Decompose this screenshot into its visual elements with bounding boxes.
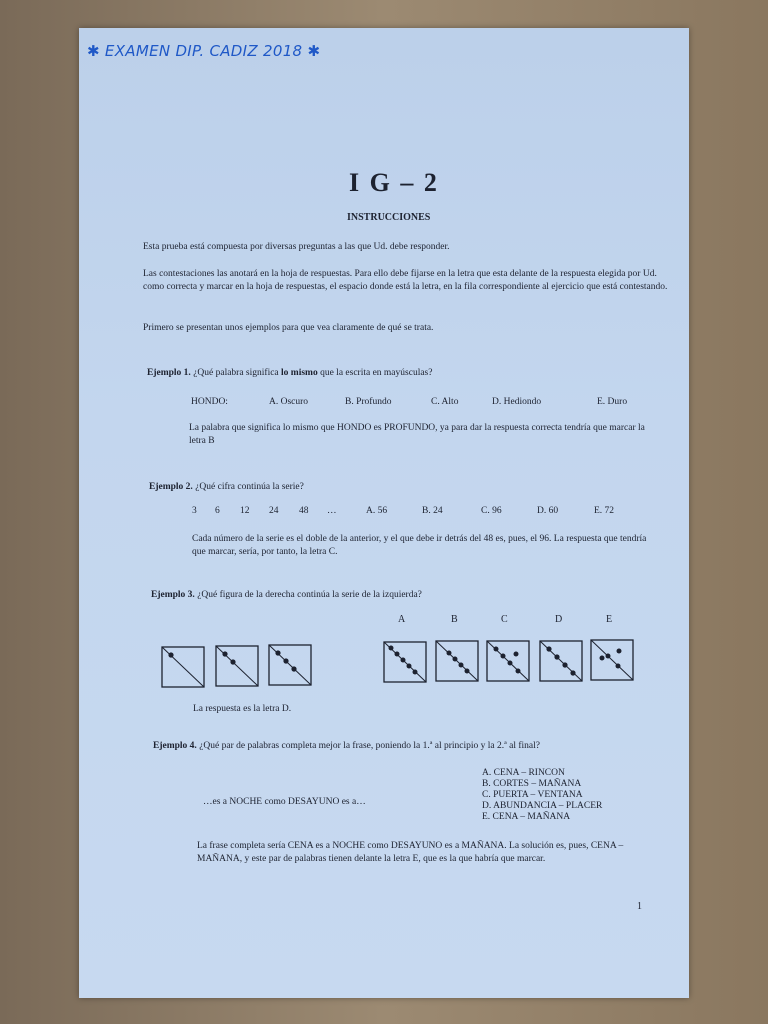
example-1-options: [79, 397, 679, 411]
series-number: 12: [240, 506, 250, 516]
example-2-option: C. 96: [481, 506, 502, 516]
example-4-option: A. CENA – RINCON: [482, 768, 565, 778]
example-3-label: Ejemplo 3.: [151, 590, 195, 600]
series-figure-1: [161, 646, 205, 688]
example-4-sentence: …es a NOCHE como DESAYUNO es a…: [203, 797, 366, 807]
example-1-question-part: que la escrita en mayúsculas?: [317, 368, 433, 378]
figure-letter: C: [501, 614, 508, 625]
figure-letter: D: [555, 614, 563, 625]
handwritten-note: ✱ EXAMEN DIP. CADIZ 2018 ✱: [87, 42, 321, 60]
page-title: I G – 2: [349, 168, 439, 197]
series-number: 48: [299, 506, 309, 516]
example-2-question-text: ¿Qué cifra continúa la serie?: [192, 482, 304, 492]
example-4-options: [482, 768, 602, 823]
example-1-word: HONDO:: [191, 397, 228, 407]
example-1-explanation: La palabra que significa lo mismo que HONDO es PROFUNDO, ya para dar la respuesta correcta tendría que marcar la letra B: [189, 423, 645, 446]
example-4-option: B. CORTES – MAÑANA: [482, 779, 582, 789]
example-4-question-text: ¿Qué par de palabras completa mejor la frase, poniendo la 1.ª al principio y la 2.ª al final?: [196, 741, 540, 751]
series-figure-2: [215, 645, 259, 687]
example-2-label: Ejemplo 2.: [149, 482, 193, 492]
figure-letter: A: [398, 614, 406, 625]
example-2-option: B. 24: [422, 506, 443, 516]
example-4-option: E. CENA – MAÑANA: [482, 812, 571, 822]
intro-paragraph-2: Las contestaciones las anotará en la hoja de respuestas. Para ello debe fijarse en la letra que esta delante de la respuesta elegida por Ud. como correcta y marcar en la hoja de respuestas, el espacio donde está la letra, en la fila correspondiente al ejercicio que está contestando.: [143, 269, 668, 292]
section-heading: INSTRUCCIONES: [347, 212, 431, 223]
example-2-explanation: Cada número de la serie es el doble de la anterior, y el que debe ir detrás del 48 es, pues, el 96. La respuesta que tendría que marcar, sería, por tanto, la letra C.: [192, 534, 647, 557]
example-4-option: C. PUERTA – VENTANA: [482, 790, 583, 800]
figure-letter: E: [606, 614, 613, 625]
example-1-option: E. Duro: [597, 397, 628, 407]
page-number: 1: [637, 901, 642, 912]
series-number: 3: [192, 506, 197, 516]
series-number: 6: [215, 506, 220, 516]
example-2-option: A. 56: [366, 506, 388, 516]
example-1-option: B. Profundo: [345, 397, 392, 407]
series-figure-3: [268, 644, 312, 686]
example-2-option: E. 72: [594, 506, 615, 516]
example-1-question-bold: lo mismo: [281, 368, 318, 378]
answer-figure-c: [486, 640, 530, 682]
intro-paragraph-1: Esta prueba está compuesta por diversas preguntas a las que Ud. debe responder.: [143, 242, 450, 252]
example-1-question: [147, 368, 432, 378]
example-1-question-part: ¿Qué palabra significa: [190, 368, 282, 378]
example-2-series-row: [79, 506, 679, 520]
answer-figure-d: [539, 640, 583, 682]
example-2-question: [149, 482, 304, 492]
example-1-option: C. Alto: [431, 397, 459, 407]
figure-letter: B: [451, 614, 458, 625]
example-3-question: [151, 590, 422, 600]
example-2-option: D. 60: [537, 506, 559, 516]
example-3-question-text: ¿Qué figura de la derecha continúa la serie de la izquierda?: [194, 590, 422, 600]
example-4-option: D. ABUNDANCIA – PLACER: [482, 801, 603, 811]
example-4-question: [153, 741, 540, 751]
example-3-answer: La respuesta es la letra D.: [193, 704, 292, 714]
example-4-explanation: La frase completa sería CENA es a NOCHE como DESAYUNO es a MAÑANA. La solución es, pues, CENA – MAÑANA, y este par de palabras tienen delante la letra E, que es la que habría que marcar.: [197, 841, 624, 864]
intro-paragraph-3: Primero se presentan unos ejemplos para que vea claramente de qué se trata.: [143, 323, 434, 333]
example-1-option: D. Hediondo: [492, 397, 542, 407]
example-1-label: Ejemplo 1.: [147, 368, 191, 378]
example-4-label: Ejemplo 4.: [153, 741, 197, 751]
answer-figure-a: [383, 641, 427, 683]
series-number: 24: [269, 506, 279, 516]
exam-sheet: [79, 28, 689, 998]
example-1-option: A. Oscuro: [269, 397, 309, 407]
answer-figure-e: [590, 639, 634, 681]
series-ellipsis: …: [327, 506, 337, 516]
answer-figure-b: [435, 640, 479, 682]
